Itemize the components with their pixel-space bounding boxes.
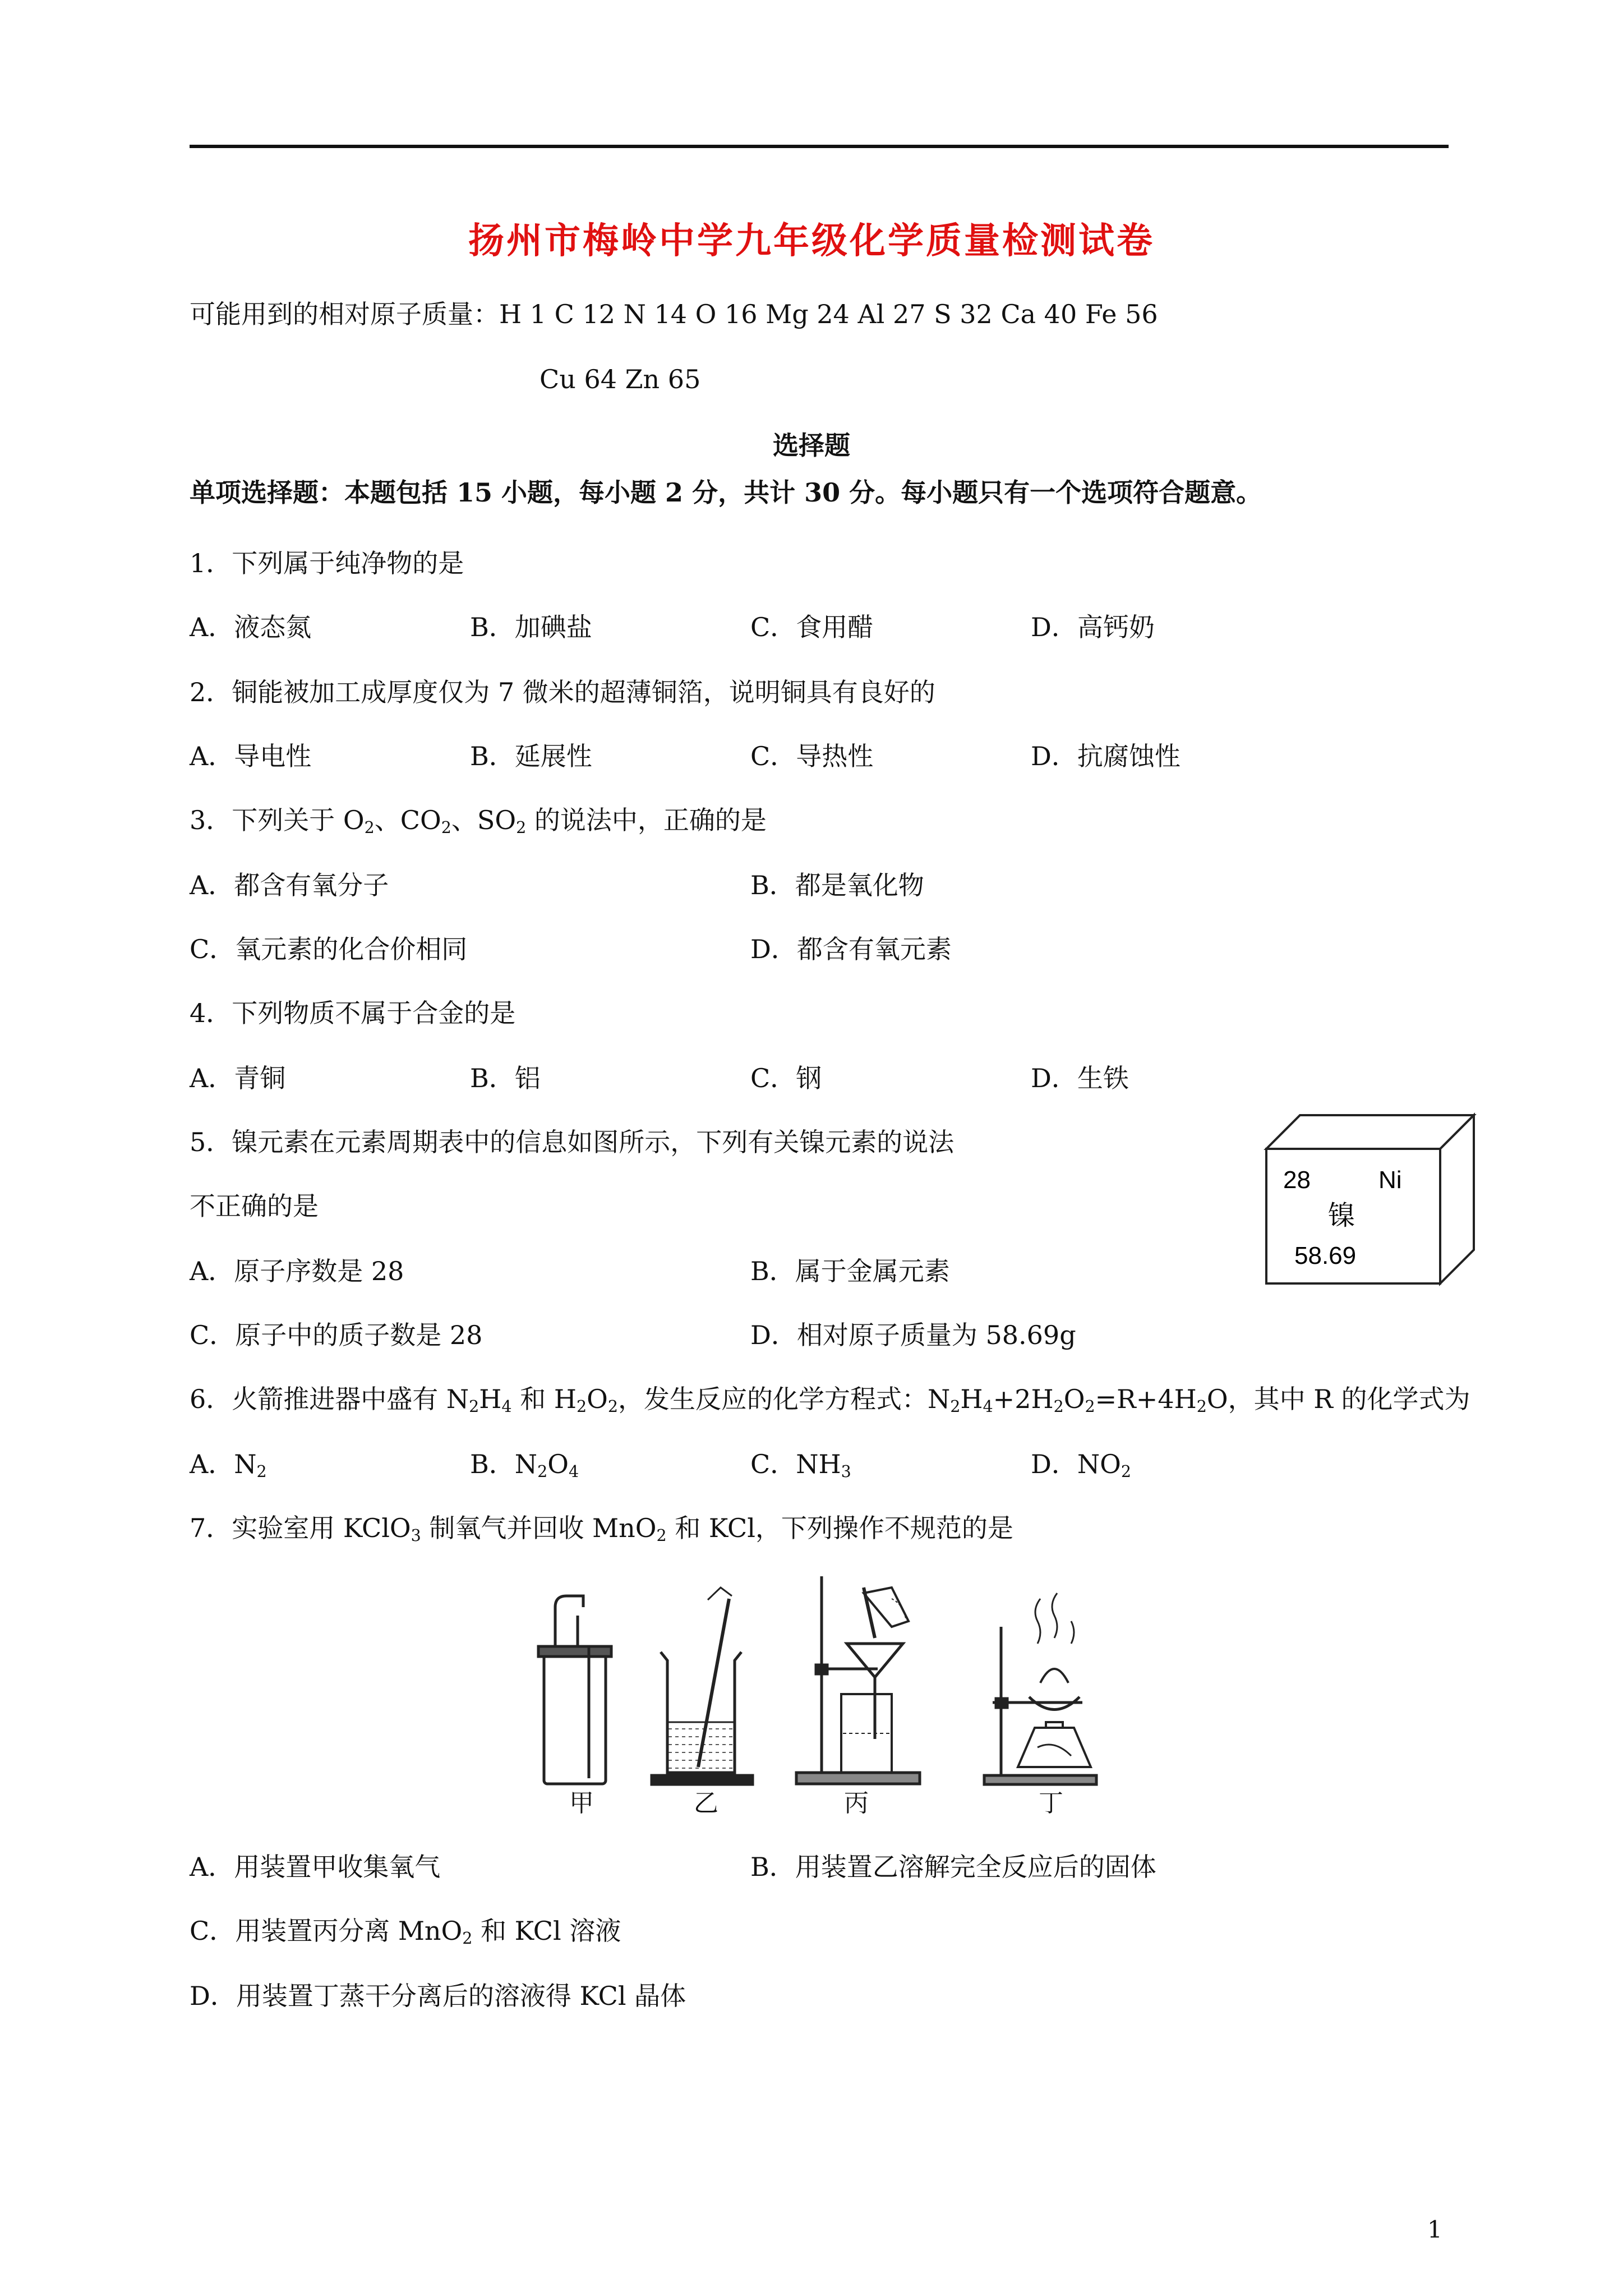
q7-option-c: C．用装置丙分离 MnO$_2$ 和 KCl 溶液: [190, 1916, 621, 1948]
element-card-figure: [1261, 1110, 1479, 1289]
q2-option-c: C．导热性: [750, 741, 874, 771]
q6-option-d: D．$NO_2$: [1031, 1449, 1131, 1481]
q5-option-a: A．原子序数是 28: [190, 1256, 404, 1286]
q1-option-d: D．高钙奶: [1031, 612, 1155, 642]
apparatus-label-yi: 乙: [694, 1789, 718, 1818]
q7-option-d: D．用装置丁蒸干分离后的溶液得 KCl 晶体: [190, 1981, 686, 2011]
q3-option-a: A．都含有氧分子: [190, 870, 389, 900]
question-1-stem: 1．下列属于纯净物的是: [190, 548, 464, 578]
q6-option-a: A．$N_2$: [190, 1449, 267, 1481]
q6-option-c: C．$NH_3$: [750, 1449, 851, 1481]
element-mass: 58.69: [1294, 1242, 1357, 1269]
question-6-stem: 6．火箭推进器中盛有 $N_2H_4$ 和 $H_2O_2$，发生反应的化学方程式：$N_2H_4+2H_2O_2=R+4H_2O$，其中 R 的化学式为: [190, 1384, 1470, 1416]
atomic-masses-line-2: Cu 64 Zn 65: [540, 364, 701, 394]
question-4-stem: 4．下列物质不属于合金的是: [190, 998, 516, 1028]
question-3-stem: 3．下列关于 $O_2$、$CO_2$、$SO_2$ 的说法中，正确的是: [190, 805, 767, 838]
q3-option-d: D．都含有氧元素: [750, 934, 952, 964]
element-symbol: Ni: [1378, 1166, 1402, 1194]
q6-option-b: B．$N_2O_4$: [470, 1449, 579, 1481]
q1-option-a: A．液态氮: [190, 612, 312, 642]
q1-option-c: C．食用醋: [750, 612, 874, 642]
question-7-stem: 7．实验室用 KClO$_3$ 制氧气并回收 MnO$_2$ 和 KCl，下列操作不规范的是: [190, 1513, 1013, 1545]
section-title: 选择题: [773, 430, 850, 461]
q4-option-b: B．铝: [470, 1063, 541, 1093]
q4-option-c: C．钢: [750, 1063, 822, 1093]
apparatus-label-ding: 丁: [1039, 1789, 1063, 1818]
section-instruction: 单项选择题：本题包括 15 小题，每小题 2 分，共计 30 分。每小题只有一个选项符合题意。: [190, 477, 1262, 508]
question-5-stem-line-1: 5．镍元素在元素周期表中的信息如图所示，下列有关镍元素的说法: [190, 1127, 955, 1157]
q2-option-a: A．导电性: [190, 741, 312, 771]
top-rule: [190, 145, 1449, 148]
q7-option-b: B．用装置乙溶解完全反应后的固体: [750, 1852, 1156, 1882]
q5-option-c: C．原子中的质子数是 28: [190, 1320, 483, 1350]
q2-option-d: D．抗腐蚀性: [1031, 741, 1181, 771]
apparatus-ding-evaporation: [984, 1593, 1096, 1784]
q3-option-b: B．都是氧化物: [750, 870, 924, 900]
q3-option-c: C．氧元素的化合价相同: [190, 934, 468, 964]
apparatus-yi-beaker: [652, 1588, 753, 1784]
page-number: 1: [1427, 2216, 1442, 2243]
q1-option-b: B．加碘盐: [470, 612, 592, 642]
apparatus-jia-bottle: [538, 1596, 611, 1784]
apparatus-label-jia: 甲: [569, 1789, 594, 1818]
atomic-masses-line-1: 可能用到的相对原子质量：H 1 C 12 N 14 O 16 Mg 24 Al 27 S 32 Ca 40 Fe 56: [190, 299, 1158, 329]
q2-option-b: B．延展性: [470, 741, 592, 771]
nickel-element-card: [1261, 1110, 1479, 1289]
apparatus-bing-filter: [796, 1576, 920, 1784]
element-name: 镍: [1328, 1200, 1355, 1231]
page-title: 扬州市梅岭中学九年级化学质量检测试卷: [468, 220, 1155, 262]
q5-option-b: B．属于金属元素: [750, 1256, 950, 1286]
element-number: 28: [1283, 1166, 1311, 1194]
question-2-stem: 2．铜能被加工成厚度仅为 7 微米的超薄铜箔，说明铜具有良好的: [190, 677, 935, 707]
question-5-stem-line-2: 不正确的是: [190, 1191, 319, 1221]
q5-option-d: D．相对原子质量为 58.69g: [750, 1320, 1076, 1350]
q4-option-d: D．生铁: [1031, 1063, 1129, 1093]
q4-option-a: A．青铜: [190, 1063, 286, 1093]
apparatus-label-bing: 丙: [844, 1789, 869, 1818]
q7-option-a: A．用装置甲收集氧气: [190, 1852, 441, 1882]
